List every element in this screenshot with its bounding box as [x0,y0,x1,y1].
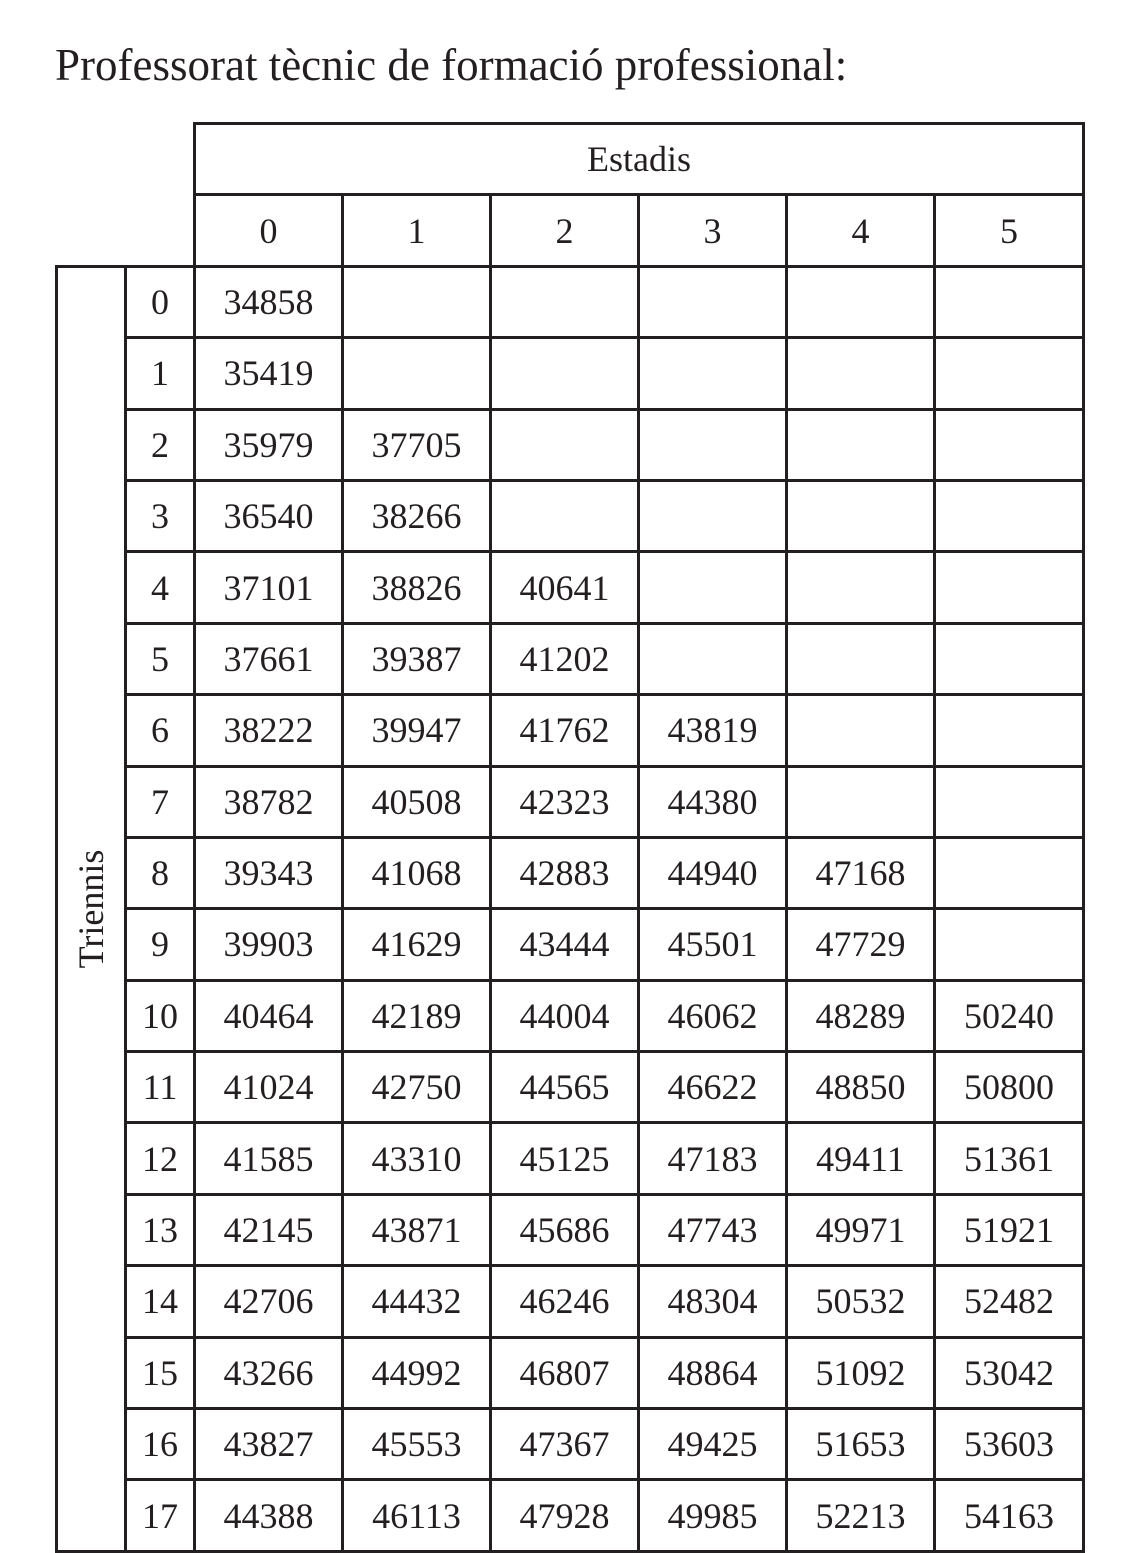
table-cell: 37705 [343,409,491,480]
table-cell [787,552,935,623]
table-row [57,980,1084,1051]
table-cell: 48864 [639,1337,787,1408]
table-cell: 49985 [639,1480,787,1551]
table-row [57,1409,1084,1480]
table-cell [935,266,1084,337]
column-header: 2 [491,195,639,266]
table-cell: 40508 [343,766,491,837]
table-cell [639,480,787,551]
corner-blank [57,195,195,266]
table-cell [935,409,1084,480]
column-header: 0 [195,195,343,266]
table-cell [935,623,1084,694]
row-header: 16 [126,1409,195,1480]
table-cell [935,695,1084,766]
table-cell: 44004 [491,980,639,1051]
table-cell: 38826 [343,552,491,623]
table-cell: 44388 [195,1480,343,1551]
table-cell [935,338,1084,409]
table-cell [639,623,787,694]
table-cell: 40464 [195,980,343,1051]
table-row [57,623,1084,694]
table-cell: 50240 [935,980,1084,1051]
table-cell: 46246 [491,1266,639,1337]
table-cell: 46113 [343,1480,491,1551]
triennis-label: Triennis [71,849,111,969]
table-cell: 47367 [491,1409,639,1480]
table-cell: 46622 [639,1052,787,1123]
table-cell [491,266,639,337]
table-cell [935,837,1084,908]
table-cell: 47928 [491,1480,639,1551]
table-cell [343,266,491,337]
table-cell [935,766,1084,837]
table-cell: 46062 [639,980,787,1051]
salary-table [55,122,1085,1553]
table-cell [787,623,935,694]
table-cell: 44565 [491,1052,639,1123]
table-cell: 44940 [639,837,787,908]
column-header: 3 [639,195,787,266]
table-cell: 53042 [935,1337,1084,1408]
table-cell: 45686 [491,1194,639,1265]
estadis-header: Estadis [195,124,1084,195]
triennis-header [57,266,126,1551]
table-body [57,124,1084,1552]
table-row [57,837,1084,908]
table-cell [343,338,491,409]
table-cell [935,552,1084,623]
table-header-group-row [57,124,1084,195]
table-cell: 46807 [491,1337,639,1408]
table-cell: 42145 [195,1194,343,1265]
column-header: 1 [343,195,491,266]
table-row [57,1052,1084,1123]
table-cell [935,909,1084,980]
table-row [57,266,1084,337]
row-header: 17 [126,1480,195,1551]
table-cell: 45501 [639,909,787,980]
row-header: 1 [126,338,195,409]
table-row [57,1266,1084,1337]
table-cell: 47729 [787,909,935,980]
table-cell: 50800 [935,1052,1084,1123]
table-cell: 40641 [491,552,639,623]
corner-blank [57,124,195,195]
table-header-row [57,195,1084,266]
table-cell: 38266 [343,480,491,551]
table-cell: 39903 [195,909,343,980]
table-cell [787,766,935,837]
table-cell: 41068 [343,837,491,908]
table-cell: 38222 [195,695,343,766]
table-cell: 44992 [343,1337,491,1408]
table-cell: 52213 [787,1480,935,1551]
row-header: 13 [126,1194,195,1265]
table-cell: 43819 [639,695,787,766]
row-header: 7 [126,766,195,837]
table-cell: 51361 [935,1123,1084,1194]
table-cell [787,338,935,409]
table-cell [935,480,1084,551]
table-cell: 53603 [935,1409,1084,1480]
row-header: 9 [126,909,195,980]
row-header: 10 [126,980,195,1051]
table-row [57,1123,1084,1194]
table-row [57,552,1084,623]
table-cell: 41629 [343,909,491,980]
table-cell: 35419 [195,338,343,409]
table-cell [787,409,935,480]
row-header: 3 [126,480,195,551]
table-cell: 49971 [787,1194,935,1265]
table-cell [639,552,787,623]
table-cell [787,695,935,766]
table-cell: 39343 [195,837,343,908]
table-cell [787,266,935,337]
table-cell: 43266 [195,1337,343,1408]
table-cell: 41762 [491,695,639,766]
table-cell [639,409,787,480]
row-header: 11 [126,1052,195,1123]
table-cell: 41585 [195,1123,343,1194]
table-cell: 44380 [639,766,787,837]
table-cell: 51653 [787,1409,935,1480]
column-header: 4 [787,195,935,266]
table-cell: 38782 [195,766,343,837]
row-header: 2 [126,409,195,480]
row-header: 5 [126,623,195,694]
table-cell: 50532 [787,1266,935,1337]
row-header: 8 [126,837,195,908]
table-cell: 34858 [195,266,343,337]
table-cell [639,266,787,337]
table-cell: 49425 [639,1409,787,1480]
table-cell: 44432 [343,1266,491,1337]
row-header: 12 [126,1123,195,1194]
page-title: Professorat tècnic de formació professional: [55,40,848,90]
row-header: 6 [126,695,195,766]
table-cell [491,480,639,551]
table-row [57,480,1084,551]
table-cell: 51921 [935,1194,1084,1265]
row-header: 14 [126,1266,195,1337]
table-cell: 45553 [343,1409,491,1480]
table-cell: 48289 [787,980,935,1051]
table-cell: 42189 [343,980,491,1051]
table-cell: 43444 [491,909,639,980]
table-cell: 43871 [343,1194,491,1265]
table-cell: 39947 [343,695,491,766]
table-cell: 42883 [491,837,639,908]
table-cell: 49411 [787,1123,935,1194]
table-cell: 47743 [639,1194,787,1265]
table-cell: 47183 [639,1123,787,1194]
row-header: 0 [126,266,195,337]
table-row [57,766,1084,837]
table-row [57,338,1084,409]
table-cell: 42750 [343,1052,491,1123]
table-cell: 51092 [787,1337,935,1408]
table-cell: 36540 [195,480,343,551]
table-cell [491,338,639,409]
table-cell: 41024 [195,1052,343,1123]
row-header: 15 [126,1337,195,1408]
table-cell [787,480,935,551]
table-cell: 39387 [343,623,491,694]
table-row [57,1194,1084,1265]
table-cell: 37661 [195,623,343,694]
table-cell: 52482 [935,1266,1084,1337]
table-cell: 45125 [491,1123,639,1194]
table-cell: 42323 [491,766,639,837]
table-cell: 41202 [491,623,639,694]
table-row [57,409,1084,480]
table-row [57,1337,1084,1408]
table-cell: 35979 [195,409,343,480]
table-cell: 42706 [195,1266,343,1337]
table-cell: 48304 [639,1266,787,1337]
table-cell: 43827 [195,1409,343,1480]
table-cell [639,338,787,409]
row-header: 4 [126,552,195,623]
table-cell: 43310 [343,1123,491,1194]
column-header: 5 [935,195,1084,266]
table-row [57,695,1084,766]
table-cell: 37101 [195,552,343,623]
table-cell: 47168 [787,837,935,908]
table-row [57,909,1084,980]
table-cell: 54163 [935,1480,1084,1551]
table-cell: 48850 [787,1052,935,1123]
table-cell [491,409,639,480]
